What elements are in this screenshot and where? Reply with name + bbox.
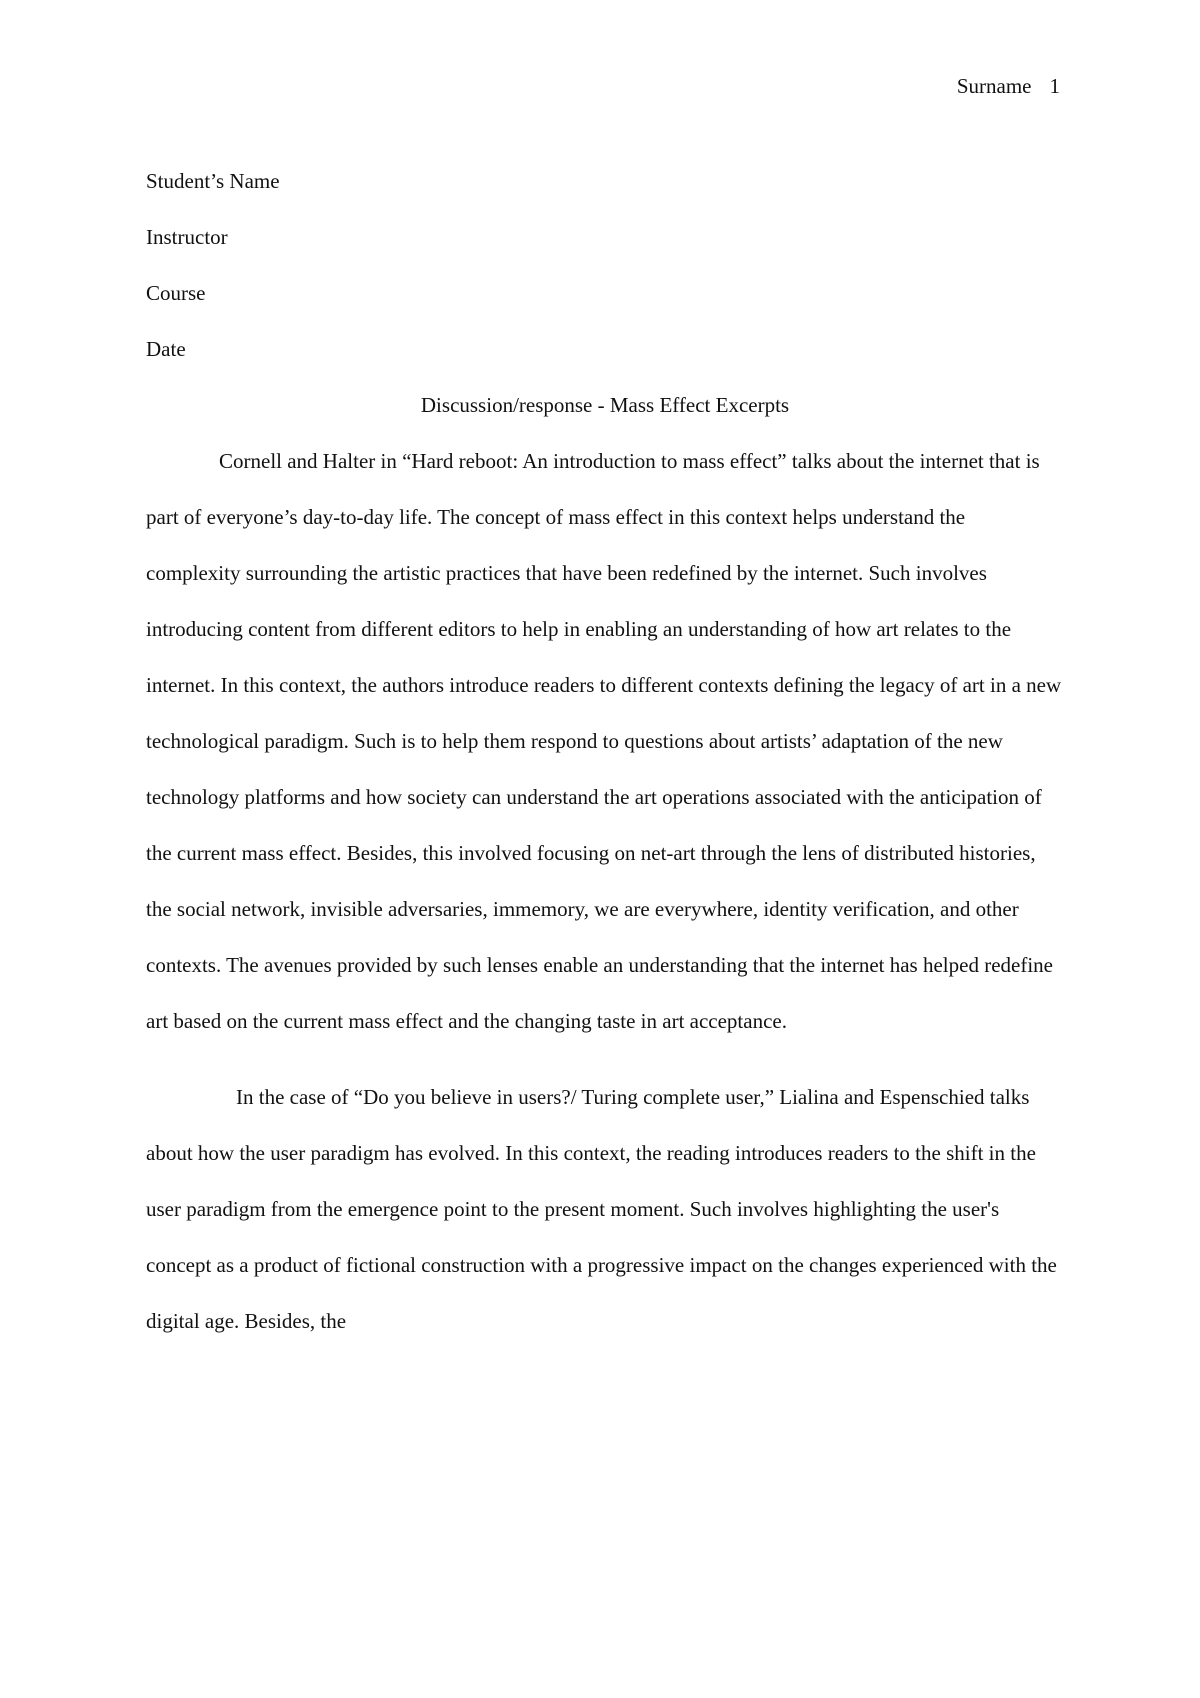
document-body	[146, 153, 1064, 1349]
instructor-line: Instructor	[146, 225, 228, 249]
paragraph-1: Cornell and Halter in “Hard reboot: An introduction to mass effect” talks about the internet that is part of everyone’s day-to-day life. The concept of mass effect in this context helps understand the complexity surrounding the artistic practices that have been redefined by the internet. Such involves introducing content from different editors to help in enabling an understanding of how art relates to the internet. In this context, the authors introduce readers to different contexts defining the legacy of art in a new technological paradigm. Such is to help them respond to questions about artists’ adaptation of the new technology platforms and how society can understand the art operations associated with the anticipation of the current mass effect. Besides, this involved focusing on net-art through the lens of distributed histories, the social network, invisible adversaries, immemory, we are everywhere, identity verification, and other contexts. The avenues provided by such lenses enable an understanding that the internet has helped redefine art based on the current mass effect and the changing taste in art acceptance.	[146, 449, 1062, 1033]
date-line: Date	[146, 337, 186, 361]
student-name-line: Student’s Name	[146, 169, 280, 193]
document-title: Discussion/response - Mass Effect Excerpts	[420, 393, 790, 417]
running-head-surname: Surname	[956, 74, 1032, 98]
course-line: Course	[146, 281, 206, 305]
paragraph-2: In the case of “Do you believe in users?/ Turing complete user,” Lialina and Espenschied talks about how the user paradigm has evolved. In this context, the reading introduces readers to the shift in the user paradigm from the emergence point to the present moment. Such involves highlighting the user's concept as a product of fictional construction with a progressive impact on the changes experienced with the digital age. Besides, the	[146, 1085, 1057, 1333]
page-number: 1	[1049, 74, 1060, 98]
running-head	[957, 72, 1060, 100]
